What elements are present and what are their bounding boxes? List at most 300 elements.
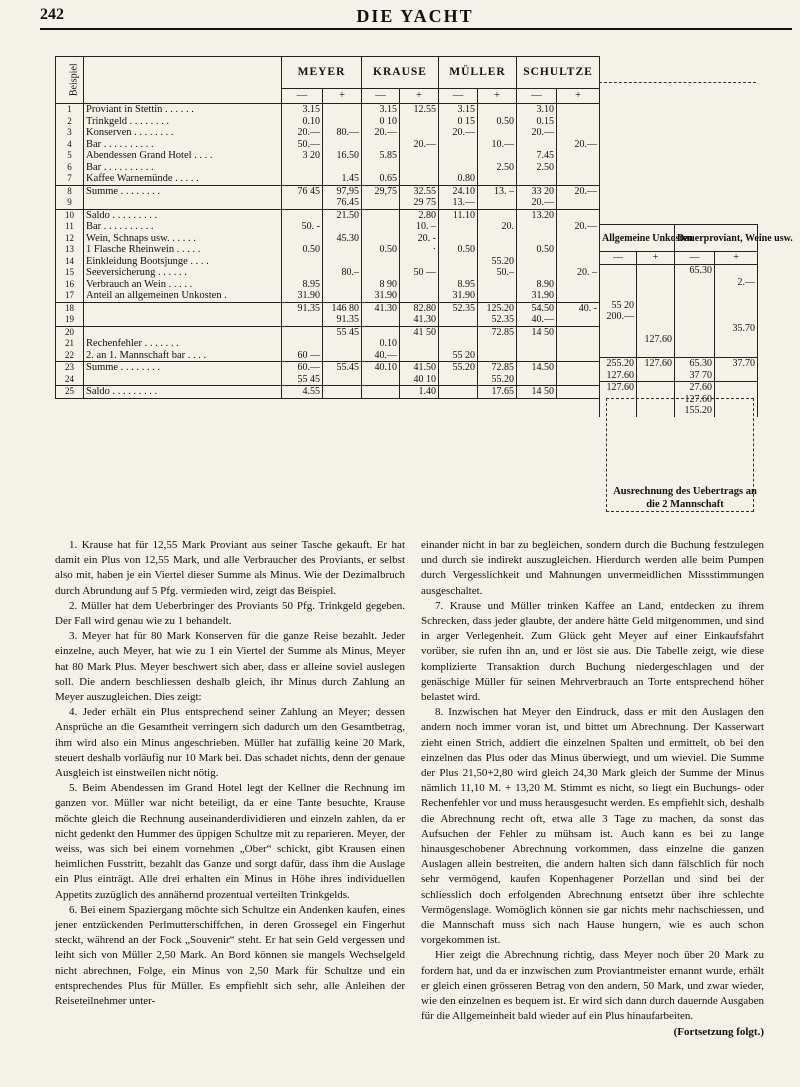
row-label: Wein, Schnaps usw. . . . . .	[84, 233, 282, 245]
ledger-cell	[323, 139, 362, 151]
row-label: 1 Flasche Rheinwein . . . . .	[84, 244, 282, 256]
side-cell	[637, 300, 675, 312]
side-cell	[637, 346, 675, 358]
ledger-cell: 2.80	[400, 209, 439, 221]
ledger-cell: 0.50	[439, 244, 478, 256]
ledger-cell: 20.	[478, 221, 517, 233]
ledger-cell: 31.90	[517, 290, 557, 302]
ledger-cell: 0.10	[362, 338, 400, 350]
row-label: Bar . . . . . . . . . .	[84, 139, 282, 151]
ledger-cell: ·	[400, 244, 439, 256]
ledger-cell: 32.55	[400, 185, 439, 197]
side-cell	[637, 382, 675, 394]
ledger-cell: 21.50	[323, 209, 362, 221]
person-krause: KRAUSE	[362, 57, 439, 89]
ledger-cell	[557, 362, 600, 374]
ledger-cell: 8.95	[282, 279, 323, 291]
side-cell	[675, 288, 715, 300]
row-label: Rechenfehler . . . . . . .	[84, 338, 282, 350]
ledger-cell	[557, 350, 600, 362]
ledger-cell	[323, 374, 362, 386]
beispiel-header: Beispiel	[56, 57, 84, 104]
side-cell	[600, 277, 637, 289]
ledger-cell	[323, 386, 362, 399]
paragraph: 7. Krause und Müller trinken Kaffee an Land, entdecken zu ihrem Schrecken, dass jeder glaubte, der andere hätte Geld mitgenommen, und sind in arger Verlegenheit. Zum Glück geht Meyer auf einer Einkaufsfahrt vorüber, sie rufen ihn an, und er löst sie aus. Die Tabelle zeigt, wie diese komplizierte Transaktion durch Buchung niedergeschlagen und der genäschige Müller für seinen Mehrverbrauch an Torte entsprechend höher belastet wird.	[421, 599, 764, 704]
ledger-cell	[517, 267, 557, 279]
side-row	[600, 358, 758, 370]
row-label	[84, 374, 282, 386]
row-label: Seeversicherung . . . . . .	[84, 267, 282, 279]
minus-header: —	[600, 252, 637, 265]
ledger-cell: 40. -	[557, 302, 600, 314]
ledger-cell: 50. -	[282, 221, 323, 233]
ledger-cell: 3.15	[439, 104, 478, 116]
ledger-row	[56, 326, 600, 338]
side-cell: 65.30	[675, 265, 715, 277]
ledger-cell	[517, 256, 557, 268]
ledger-cell	[439, 314, 478, 326]
ledger-cell	[323, 116, 362, 128]
ledger-cell	[439, 386, 478, 399]
ledger-cell: 3.10	[517, 104, 557, 116]
ledger-cell: 20.—	[557, 139, 600, 151]
ledger-row	[56, 256, 600, 268]
ledger-row	[56, 104, 600, 116]
ledger-cell: 0.65	[362, 173, 400, 185]
row-number: 1	[56, 104, 84, 116]
paragraph: 6. Bei einem Spaziergang möchte sich Schultze ein Andenken kaufen, eines jener entzückenden Perlmutterschiffchen, in deren Grossegel ein Fingerhut steckt, während an der Fock „Souvenir“ steht. Er hat sein Geld vergessen und leiht sich von Müller 2,50 Mark. An Bord können sie mangels Wechselgeld nicht abrechnen, Folge, ein Minus von 2,50 Mark für Schultze und ein entsprechendes Plus für Müller. Es empfiehlt sich sehr, alle Anleihen der Reiseteilnehmer unter-	[55, 903, 405, 1008]
paragraph: 1. Krause hat für 12,55 Mark Proviant aus seiner Tasche gekauft. Er hat damit ein Plus von 12,55 Mark, und alle Verbraucher des Proviants, er selbst also mit, haben je ein Viertel dieser Summe als Minus. Wie der Dezimalbruch durch Abrundung auf 5 Pfg. vermieden wird, zeigt das Beispiel.	[55, 539, 405, 597]
ledger-cell: 13.20	[517, 209, 557, 221]
ledger-cell	[323, 256, 362, 268]
row-label: Bar . . . . . . . . . .	[84, 162, 282, 174]
ledger-cell: 52.35	[478, 314, 517, 326]
ledger-cell	[282, 197, 323, 209]
ledger-cell	[362, 162, 400, 174]
side-cell	[637, 277, 675, 289]
ledger-cell: 16.50	[323, 150, 362, 162]
ledger-cell	[282, 209, 323, 221]
ledger-cell	[557, 279, 600, 291]
side-cell: 65.30	[675, 358, 715, 370]
paragraph: 3. Meyer hat für 80 Mark Konserven für die ganze Reise bezahlt. Jeder einzelne, auch Meyer, hat wie zu 1 ein Viertel der Summe als Minus, Meyer hat 80 Mark Plus. Meyer beschwert sich aber, dass er alleine soviel auslegen soll. Die andern beschliessen deshalb gleich, ihr Minus durch Zahlung an Meyer auszugleichen. Dies zeigt:	[55, 630, 405, 704]
paragraph: 4. Jeder erhält ein Plus entsprechend seiner Zahlung an Meyer; dessen Ansprüche an die Gesamtheit verringern sich dadurch um den Gesamtbetrag, ihm wird also ein Minus angeschrieben. Müller hat zufällig keine 20 Mark, steuert deshalb vorläufig nur 10 Mark bei. Das schadet nichts, denn der genaue Ausgleich ist einstweilen nicht nötig.	[55, 706, 405, 780]
ledger-cell: 3.15	[282, 104, 323, 116]
ledger-cell	[282, 314, 323, 326]
ledger-cell	[478, 290, 517, 302]
ledger-cell	[400, 173, 439, 185]
dashed-line	[599, 82, 756, 83]
row-label: Summe . . . . . . . .	[84, 362, 282, 374]
ledger-cell: 2.50	[517, 162, 557, 174]
ledger-cell	[400, 338, 439, 350]
ledger-cell: 41.50	[400, 362, 439, 374]
plus-header: +	[557, 88, 600, 103]
ledger-cell	[362, 386, 400, 399]
ledger-cell: 80.—	[323, 127, 362, 139]
ledger-cell	[478, 279, 517, 291]
ledger-cell: 125.20	[478, 302, 517, 314]
ledger-cell: 40 10	[400, 374, 439, 386]
ledger-cell: 5.85	[362, 150, 400, 162]
ledger-cell: 13. –	[478, 185, 517, 197]
ledger-cell: 50.–	[478, 267, 517, 279]
ledger-cell	[323, 290, 362, 302]
ledger-cell: 20. -	[400, 233, 439, 245]
ledger-cell: 80.–	[323, 267, 362, 279]
ledger-cell: 50.—	[282, 139, 323, 151]
ledger-row	[56, 197, 600, 209]
ledger-cell	[362, 221, 400, 233]
ledger-cell: 45.30	[323, 233, 362, 245]
row-number: 17	[56, 290, 84, 302]
ledger-cell	[439, 139, 478, 151]
plus-header: +	[478, 88, 517, 103]
side-cell	[675, 311, 715, 323]
ledger-row	[56, 162, 600, 174]
side-cell	[715, 382, 758, 394]
ledger-cell: 1.40	[400, 386, 439, 399]
ledger-cell	[439, 267, 478, 279]
row-number: 8	[56, 185, 84, 197]
row-label: Proviant in Stettin . . . . . .	[84, 104, 282, 116]
ledger-cell	[557, 233, 600, 245]
ledger-cell: 97,95	[323, 185, 362, 197]
row-label: 2. an 1. Mannschaft bar . . . .	[84, 350, 282, 362]
ledger-cell: 91.35	[323, 314, 362, 326]
ledger-cell	[517, 374, 557, 386]
ledger-cell: 0.50	[362, 244, 400, 256]
ledger-cell: 40.—	[517, 314, 557, 326]
row-number: 16	[56, 279, 84, 291]
ledger-cell	[557, 197, 600, 209]
side-cell	[637, 288, 675, 300]
side-cell: 127.60	[675, 394, 715, 406]
ledger-cell	[362, 314, 400, 326]
ledger-cell: 20.—	[517, 197, 557, 209]
ledger-cell	[362, 139, 400, 151]
ledger-cell: 60 —	[282, 350, 323, 362]
ledger-cell	[557, 244, 600, 256]
ledger-cell	[439, 233, 478, 245]
row-number: 11	[56, 221, 84, 233]
ledger-cell: 11.10	[439, 209, 478, 221]
ledger-cell	[439, 338, 478, 350]
row-number: 5	[56, 150, 84, 162]
ledger-row	[56, 139, 600, 151]
ledger-cell	[323, 162, 362, 174]
ledger-cell: 7.45	[517, 150, 557, 162]
ledger-cell	[478, 104, 517, 116]
ledger-row	[56, 374, 600, 386]
side-cell	[637, 311, 675, 323]
side-cell	[637, 370, 675, 382]
row-number: 15	[56, 267, 84, 279]
ledger-cell	[557, 338, 600, 350]
ledger-cell	[439, 374, 478, 386]
ledger-cell: 14 50	[517, 386, 557, 399]
ledger-cell: 8 90	[362, 279, 400, 291]
provisions-header: Dauerproviant, Weine usw.	[675, 225, 758, 252]
general-costs-header: Allgemeine Unkosten	[600, 225, 675, 252]
ledger-cell: 72.85	[478, 326, 517, 338]
row-label: Kaffee Warnemünde . . . . .	[84, 173, 282, 185]
ledger-cell	[439, 221, 478, 233]
plus-header: +	[637, 252, 675, 265]
side-cell: 35.70	[715, 323, 758, 335]
side-cell	[637, 265, 675, 277]
ledger-cell	[557, 374, 600, 386]
row-number: 3	[56, 127, 84, 139]
ledger-cell: 4.55	[282, 386, 323, 399]
side-cell: 155.20	[675, 405, 715, 417]
side-cell	[600, 323, 637, 335]
description-header	[84, 57, 282, 104]
ledger-cell	[362, 374, 400, 386]
ledger-cell: 55.20	[478, 256, 517, 268]
ledger-row	[56, 150, 600, 162]
ledger-cell: 0.80	[439, 173, 478, 185]
plus-header: +	[400, 88, 439, 103]
row-number: 10	[56, 209, 84, 221]
side-cell: 200.—	[600, 311, 637, 323]
ledger-cell: 20.—	[557, 221, 600, 233]
ledger-cell	[400, 290, 439, 302]
row-number: 14	[56, 256, 84, 268]
ledger-cell	[362, 197, 400, 209]
row-number: 7	[56, 173, 84, 185]
side-row	[600, 265, 758, 277]
ledger-row	[56, 173, 600, 185]
ledger-row	[56, 221, 600, 233]
ledger-cell: 20.—	[400, 139, 439, 151]
side-row	[600, 311, 758, 323]
side-cell	[675, 334, 715, 346]
row-label	[84, 314, 282, 326]
ledger-cell: 14.50	[517, 362, 557, 374]
row-label: Trinkgeld . . . . . . . .	[84, 116, 282, 128]
ledger-cell: 20.—	[517, 127, 557, 139]
row-label	[84, 197, 282, 209]
ledger-cell: 20.—	[362, 127, 400, 139]
paragraph: einander nicht in bar zu begleichen, sondern durch die Buchung festzulegen und durch sie indirekt auszugleichen. Hierdurch werden alle beim Pumpen durch Vergesslichkeit und Mahnungen unvermeidlichen Missstimmungen ausgeschaltet.	[421, 539, 764, 597]
row-label: Konserven . . . . . . . .	[84, 127, 282, 139]
page-number: 242	[40, 6, 64, 23]
ledger-cell	[557, 150, 600, 162]
ledger-row	[56, 185, 600, 197]
side-cell	[600, 288, 637, 300]
side-cell: 2.—	[715, 277, 758, 289]
row-number: 24	[56, 374, 84, 386]
ledger-cell: 0.50	[517, 244, 557, 256]
ledger-cell: 0 15	[439, 116, 478, 128]
ledger-cell: 0.10	[282, 116, 323, 128]
side-cell: 255.20	[600, 358, 637, 370]
ledger-cell	[400, 162, 439, 174]
ledger-cell: 1.45	[323, 173, 362, 185]
ledger-cell	[557, 162, 600, 174]
ledger-cell: 2.50	[478, 162, 517, 174]
paragraph: 8. Inzwischen hat Meyer den Eindruck, dass er mit den Auslagen den andern noch immer voran ist, und bittet um Abrechnung. Der Kasserwart zieht einen Strich, addiert die einzelnen Spalten und ermittelt, ob bei den einzelnen das Plus oder das Minus überwiegt, und um wieviel. Die Summe der Plus 21,50+2,80 wird gleich 24,30 Mark gleich der Summe der Minus nämlich 11,10 M. + 13,20 M. Stimmt es nicht, so liegt ein Buchungs- oder Rechenfehler vor und muss herausgesucht werden. Es empfiehlt sich, deshalb die Abrechnung recht oft, etwa alle 3 Tage zu machen, da sonst das Aufsuchen der Fehler zu mühsam ist. Auch kann es bei zu lange hinausgeschobener Abrechnung vorkommen, dass einzelne die ganzen Auslagen allein bestreiten, die andern halten sich dann fälschlich für noch sehr vermögend, kaufen Kopenhagener Porzellan und sind bei der schliesslich doch erfolgenden Abrechnung entsetzt über ihre schlechte Vermögenslage. Womöglich können sie gar nichts mehr nachschiessen, und die Mannschaft muss sich nach Hause hungern, wie es auch schon vorgekommen ist.	[421, 706, 764, 947]
person-mueller: MÜLLER	[439, 57, 517, 89]
ledger-cell: 0.50	[282, 244, 323, 256]
row-label: Bar . . . . . . . . . .	[84, 221, 282, 233]
side-row	[600, 334, 758, 346]
side-cell	[600, 334, 637, 346]
side-cell	[715, 300, 758, 312]
ledger-row	[56, 209, 600, 221]
ledger-cell	[557, 386, 600, 399]
ledger-cell: 10.—	[478, 139, 517, 151]
ledger-cell: 50 —	[400, 267, 439, 279]
ledger-cell	[557, 209, 600, 221]
ledger-cell: 0 10	[362, 116, 400, 128]
ledger-row	[56, 267, 600, 279]
ledger-cell	[557, 326, 600, 338]
ledger-cell: 14 50	[517, 326, 557, 338]
ledger-cell: 31.90	[362, 290, 400, 302]
ledger-cell: 91.35	[282, 302, 323, 314]
ledger-cell	[478, 127, 517, 139]
ledger-row	[56, 127, 600, 139]
row-number: 12	[56, 233, 84, 245]
ledger-cell	[439, 150, 478, 162]
ledger-cell	[362, 256, 400, 268]
side-row	[600, 277, 758, 289]
row-label	[84, 326, 282, 338]
minus-header: —	[362, 88, 400, 103]
ledger-cell	[400, 116, 439, 128]
ledger-cell: 3 20	[282, 150, 323, 162]
ledger-row	[56, 244, 600, 256]
ledger-cell	[439, 256, 478, 268]
text-column-right	[421, 538, 764, 1040]
ledger-cell: 29 75	[400, 197, 439, 209]
ledger-cell: 33 20	[517, 185, 557, 197]
ledger-cell	[478, 150, 517, 162]
row-number: 18	[56, 302, 84, 314]
side-cell	[675, 300, 715, 312]
row-number: 21	[56, 338, 84, 350]
ledger-cell: 20.—	[557, 185, 600, 197]
ledger-cell: 52.35	[439, 302, 478, 314]
side-cell	[637, 323, 675, 335]
ledger-cell: 41.30	[362, 302, 400, 314]
ledger-row	[56, 290, 600, 302]
ledger-cell: 55.20	[478, 374, 517, 386]
ledger-cell	[517, 173, 557, 185]
ledger-cell: 40.—	[362, 350, 400, 362]
row-label: Verbrauch an Wein . . . . .	[84, 279, 282, 291]
page-header	[40, 4, 790, 28]
ledger-cell	[400, 350, 439, 362]
ledger-cell	[557, 173, 600, 185]
side-table	[599, 224, 793, 417]
ledger-cell: 55 45	[323, 326, 362, 338]
row-number: 6	[56, 162, 84, 174]
ledger-cell	[478, 244, 517, 256]
transfer-note: Ausrechnung des Uebertrags an die 2 Mannschaft	[613, 486, 757, 510]
ledger-cell: 76 45	[282, 185, 323, 197]
paragraph: Hier zeigt die Abrechnung richtig, dass Meyer noch über 20 Mark zu fordern hat, und da er inzwischen zum Proviantmeister ernannt wurde, erhält er gleich einen grösseren Betrag von den andern, 50 Mark, und zwar wieder, wie den einzelnen es bequem ist. Er wird sich dann durch dauernde Ausgaben für die Allgemeinheit bald wieder auf ein Plus hinaufarbeiten.	[421, 949, 764, 1023]
ledger-cell: 31.90	[439, 290, 478, 302]
ledger-cell	[400, 279, 439, 291]
ledger-cell	[478, 233, 517, 245]
ledger-cell	[517, 350, 557, 362]
row-number: 9	[56, 197, 84, 209]
ledger-row	[56, 116, 600, 128]
ledger-cell	[323, 221, 362, 233]
ledger-row	[56, 314, 600, 326]
ledger-cell	[282, 233, 323, 245]
side-cell	[715, 288, 758, 300]
ledger-row	[56, 350, 600, 362]
ledger-cell	[557, 127, 600, 139]
row-number: 13	[56, 244, 84, 256]
page-title: DIE YACHT	[356, 6, 474, 26]
ledger-cell	[323, 338, 362, 350]
paragraph: 5. Beim Abendessen im Grand Hotel legt der Kellner die Rechnung im ganzen vor. Müller war nicht beteiligt, da er eine Tante besuchte, Krause möchte gleich die Rechnung auseinanderdividieren und einzeln zahlen, da er nicht gedenkt den Hummer des üppigen Schultze mit zu reparieren. Meyer, der weiss, was sich bei einem vornehmen „Ober“ schickt, gibt Krausen einen heimlichen Fusstritt, bezahlt das Ganze und sorgt dafür, dass ihm die Auslage ein Plus einträgt. Alle drei erhalten ein Minus in Höhe ihres individuellen Appetits zuzüglich des annähernd prozentual verteilten Trinkgelds.	[55, 782, 405, 901]
text-column-left	[55, 538, 405, 1009]
side-cell	[715, 334, 758, 346]
ledger-cell	[400, 150, 439, 162]
ledger-cell	[439, 326, 478, 338]
ledger-cell	[400, 256, 439, 268]
ledger-cell	[323, 350, 362, 362]
ledger-cell: 29,75	[362, 185, 400, 197]
ledger-cell	[517, 221, 557, 233]
ledger-cell: 20.—	[439, 127, 478, 139]
paragraph: 2. Müller hat dem Ueberbringer des Proviants 50 Pfg. Trinkgeld gegeben. Der Fall wird genau wie zu 1 behandelt.	[55, 599, 405, 628]
ledger-cell: 55.20	[439, 362, 478, 374]
ledger-cell: 55 20	[439, 350, 478, 362]
ledger-cell	[323, 244, 362, 256]
ledger-cell: 41 50	[400, 326, 439, 338]
side-row	[600, 323, 758, 335]
minus-header: —	[282, 88, 323, 103]
ledger-cell	[362, 209, 400, 221]
ledger-cell	[282, 256, 323, 268]
side-cell	[675, 277, 715, 289]
row-number: 23	[56, 362, 84, 374]
ledger-cell: 8.90	[517, 279, 557, 291]
ledger-cell	[557, 290, 600, 302]
ledger-cell: 0.15	[517, 116, 557, 128]
side-cell	[600, 265, 637, 277]
ledger-cell	[478, 338, 517, 350]
ledger-cell	[557, 314, 600, 326]
ledger-cell	[282, 338, 323, 350]
ledger-cell: 82.80	[400, 302, 439, 314]
ledger-cell	[478, 173, 517, 185]
ledger-row	[56, 302, 600, 314]
side-cell	[675, 323, 715, 335]
continued-note: (Fortsetzung folgt.)	[673, 1025, 764, 1038]
side-cell: 55 20	[600, 300, 637, 312]
ledger-cell: 76.45	[323, 197, 362, 209]
ledger-cell	[557, 256, 600, 268]
side-cell: 127.60	[600, 370, 637, 382]
side-cell: 127.60	[600, 382, 637, 394]
row-number: 19	[56, 314, 84, 326]
row-label: Anteil an allgemeinen Unkosten .	[84, 290, 282, 302]
row-label: Saldo . . . . . . . . .	[84, 386, 282, 399]
plus-header: +	[323, 88, 362, 103]
ledger-cell	[323, 279, 362, 291]
side-cell: 127.60	[637, 334, 675, 346]
ledger-cell: 60.—	[282, 362, 323, 374]
minus-header: —	[517, 88, 557, 103]
